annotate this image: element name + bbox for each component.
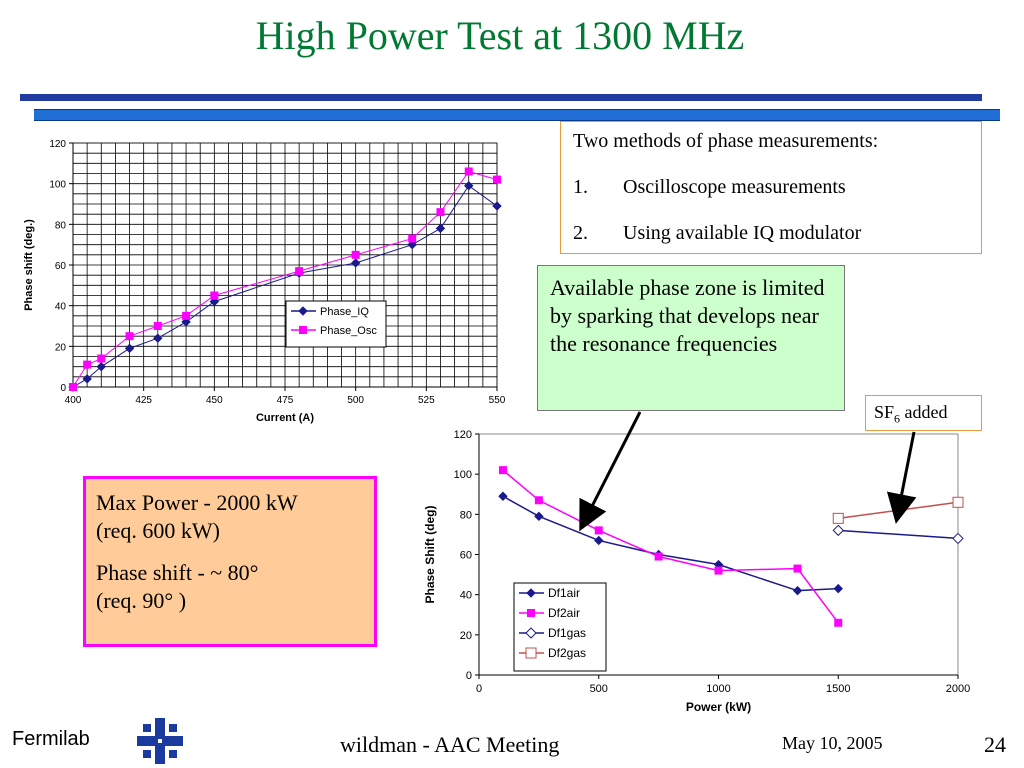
legend-label: Df2air [548, 606, 581, 620]
y-tick-label: 0 [465, 670, 472, 682]
y-tick-label: 20 [459, 629, 472, 642]
data-point [535, 497, 542, 504]
data-point [211, 292, 218, 299]
methods-item-2 [573, 221, 969, 245]
phase-shift-req: (req. 90° ) [96, 588, 187, 613]
phase-shift-line: Phase shift - ~ 80° [96, 560, 259, 585]
legend-label: Df2gas [548, 646, 587, 660]
footer-date: May 10, 2005 [782, 733, 883, 753]
y-tick-label: 20 [54, 342, 66, 354]
data-point [953, 497, 963, 507]
footer-author: wildman - AAC Meeting [340, 732, 560, 757]
max-power-req: (req. 600 kW) [96, 518, 221, 543]
legend-label: Df1gas [548, 626, 587, 640]
data-point [437, 209, 444, 216]
max-power-line: Max Power - 2000 kW [96, 490, 298, 515]
power-summary-box [83, 476, 377, 647]
legend [514, 583, 606, 671]
x-tick-label: 0 [475, 683, 483, 695]
x-axis-title: Power (kW) [685, 700, 752, 714]
x-tick-label: 500 [347, 395, 365, 406]
sf6-rest: added [900, 402, 948, 422]
y-axis-title: Phase Shift (deg) [423, 505, 437, 604]
data-point [715, 567, 722, 574]
data-point [126, 333, 133, 340]
sf6-subscript: 6 [894, 411, 901, 426]
data-point [183, 312, 190, 319]
methods-item-text: Using available IQ modulator [623, 222, 862, 244]
fermilab-logo-icon [135, 716, 185, 766]
data-point [655, 553, 662, 560]
legend-marker [300, 327, 307, 334]
data-point [794, 565, 801, 572]
data-point [352, 251, 359, 258]
chart-power-vs-phase [420, 425, 980, 730]
data-point [84, 361, 91, 368]
legend-label: Df1air [548, 586, 581, 600]
y-tick-label: 80 [459, 509, 472, 522]
methods-item-text: Oscilloscope measurements [623, 176, 846, 198]
title-divider-top [20, 94, 982, 101]
title-divider-bottom [34, 109, 1000, 121]
slide-title: High Power Test at 1300 MHz [255, 13, 745, 58]
page-number: 24 [984, 732, 1006, 757]
legend-label: Phase_Osc [320, 325, 377, 337]
sf6-note [865, 395, 982, 431]
data-point [595, 527, 602, 534]
data-point [465, 168, 472, 175]
x-tick-label: 475 [276, 395, 294, 406]
methods-item-number: 2. [573, 222, 588, 244]
methods-item-1 [573, 175, 969, 199]
x-tick-label: 450 [205, 395, 223, 406]
y-tick-label: 100 [49, 179, 66, 191]
y-tick-label: 0 [60, 383, 66, 394]
x-axis-title: Current (A) [255, 412, 315, 424]
legend-marker [528, 610, 535, 617]
data-point [833, 513, 843, 523]
footer-lab-name: Fermilab [12, 728, 90, 750]
x-tick-label: 500 [589, 683, 608, 695]
legend-label: Phase_IQ [320, 306, 369, 318]
y-tick-label: 40 [459, 589, 472, 602]
phase-zone-note: Available phase zone is limited by sparking that develops near the resonance frequencies [537, 265, 845, 411]
data-point [70, 384, 77, 391]
y-tick-label: 40 [54, 301, 66, 313]
sf6-main: SF [874, 402, 895, 422]
y-tick-label: 120 [453, 429, 472, 441]
legend [286, 301, 386, 347]
methods-item-number: 1. [573, 176, 588, 198]
data-point [835, 619, 842, 626]
data-point [499, 467, 506, 474]
data-point [409, 235, 416, 242]
data-point [494, 176, 501, 183]
x-tick-label: 425 [135, 395, 153, 406]
x-tick-label: 2000 [945, 683, 971, 695]
x-tick-label: 1000 [706, 683, 731, 695]
x-tick-label: 1500 [826, 683, 851, 695]
x-tick-label: 550 [488, 395, 506, 406]
power-summary-phase [96, 559, 364, 615]
y-tick-label: 60 [459, 549, 472, 562]
power-summary-max [96, 489, 364, 545]
legend-marker [526, 648, 536, 658]
y-tick-label: 80 [54, 220, 66, 232]
chart-current-vs-phase [16, 130, 516, 435]
y-tick-label: 60 [54, 261, 66, 272]
data-point [98, 355, 105, 362]
x-tick-label: 525 [417, 395, 435, 406]
x-tick-label: 400 [64, 395, 82, 406]
y-tick-label: 100 [453, 469, 472, 482]
y-tick-label: 120 [49, 139, 66, 150]
data-point [296, 268, 303, 275]
methods-box [560, 121, 982, 254]
methods-heading: Two methods of phase measurements: [573, 130, 879, 152]
y-axis-title: Phase shift (deg.) [23, 219, 35, 311]
data-point [154, 323, 161, 330]
